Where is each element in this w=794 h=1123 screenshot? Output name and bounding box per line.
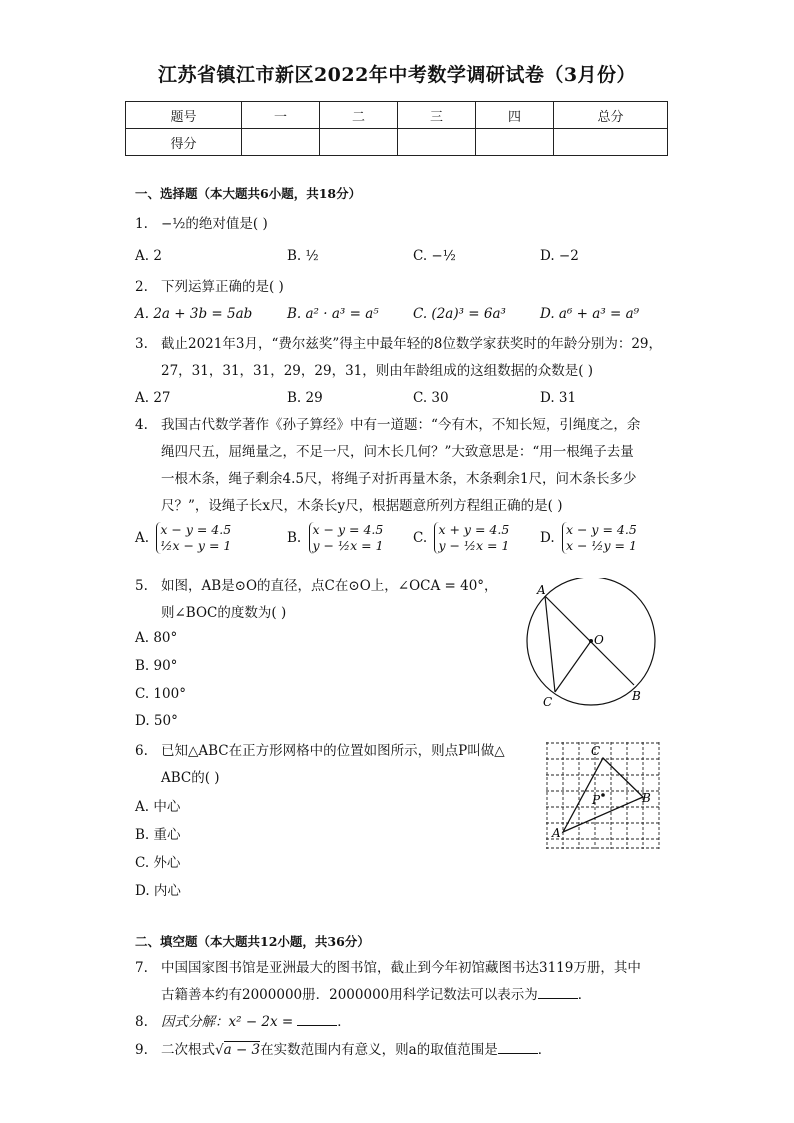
label-c: C — [543, 695, 553, 709]
question-number: 9. — [135, 1042, 148, 1058]
q5-option-d[interactable]: D. 50° — [135, 713, 178, 729]
question-number: 7. — [135, 960, 148, 976]
question-number: 3. — [135, 336, 148, 352]
point-p — [601, 793, 605, 797]
q6-option-a[interactable]: A. 中心 — [135, 799, 181, 815]
score-header-cell: 二 — [320, 102, 398, 129]
question-3 — [135, 331, 662, 358]
equation: y − ½x = 1 — [312, 538, 384, 553]
q5-option-a[interactable]: A. 80° — [135, 630, 178, 646]
circle-figure — [525, 578, 665, 710]
q2-option-a[interactable]: A. 2a + 3b = 5ab — [135, 306, 253, 322]
score-header-cell: 总分 — [554, 102, 668, 129]
answer-blank[interactable] — [538, 984, 578, 999]
equation-system — [434, 522, 509, 554]
equation-system — [562, 522, 637, 554]
question-text-line: 已知△ABC在正方形网格中的位置如图所示，则点P叫做△ — [161, 743, 505, 759]
center-point-o — [589, 639, 593, 643]
label-b: B — [642, 791, 651, 805]
question-text-line: 中国国家图书馆是亚洲最大的图书馆，截止到今年初馆藏图书达3119万册，其中 — [161, 960, 641, 976]
label-p: P — [592, 793, 601, 807]
question-number: 6. — [135, 743, 148, 759]
q1-option-b[interactable]: B. ½ — [287, 248, 319, 264]
q5-option-b[interactable]: B. 90° — [135, 658, 178, 674]
score-header-cell: 四 — [476, 102, 554, 129]
page-title: 江苏省镇江市新区2022年中考数学调研试卷（3月份） — [157, 64, 637, 86]
radicand: a − 3 — [223, 1042, 261, 1058]
grid-triangle-figure — [544, 740, 664, 852]
question-text: 二次根式 — [161, 1042, 215, 1058]
q1-option-c[interactable]: C. −½ — [413, 248, 456, 264]
equation-system — [309, 522, 384, 554]
score-table-header-row — [126, 102, 668, 129]
equation: x − y = 4.5 — [160, 522, 232, 537]
question-number: 5. — [135, 578, 148, 594]
q6-option-b[interactable]: B. 重心 — [135, 827, 181, 843]
question-text-line: 一根木条，绳子剩余4.5尺，将绳子对折再量木条，木条剩余1尺，问木条长多少 — [161, 471, 637, 487]
score-header-cell: 题号 — [126, 102, 242, 129]
q6-option-c[interactable]: C. 外心 — [135, 855, 181, 871]
q5-option-c[interactable]: C. 100° — [135, 686, 186, 702]
score-header-cell: 一 — [242, 102, 320, 129]
label-b: B — [632, 689, 641, 703]
q3-option-c[interactable]: C. 30 — [413, 390, 449, 406]
label-a: A — [552, 826, 561, 840]
question-9 — [135, 1037, 551, 1064]
equation: ½x − y = 1 — [160, 538, 232, 553]
q3-option-b[interactable]: B. 29 — [287, 390, 323, 406]
question-1 — [135, 211, 268, 238]
q4-option-c[interactable] — [413, 522, 509, 554]
question-2 — [135, 274, 284, 301]
question-8 — [135, 1009, 351, 1036]
q3-option-a[interactable]: A. 27 — [135, 390, 171, 406]
question-tail: ． — [337, 1014, 351, 1030]
option-label: C. — [413, 530, 428, 546]
question-text: 因式分解：x² − 2x = — [161, 1014, 294, 1030]
section-heading-choice: 一、选择题（本大题共6小题，共18分） — [135, 186, 362, 201]
question-7 — [135, 955, 641, 982]
label-o: O — [594, 633, 604, 647]
question-4 — [135, 412, 640, 439]
q1-option-d[interactable]: D. −2 — [540, 248, 579, 264]
score-cell[interactable] — [242, 129, 320, 156]
answer-blank[interactable] — [498, 1039, 538, 1054]
question-text-line: 27，31，31，31，29，29，31，则由年龄组成的这组数据的众数是( ) — [161, 363, 594, 379]
option-label: A. — [135, 530, 150, 546]
section-heading-fill: 二、填空题（本大题共12小题，共36分） — [135, 934, 370, 949]
q3-option-d[interactable]: D. 31 — [540, 390, 577, 406]
question-text: −½的绝对值是( ) — [161, 216, 268, 232]
radical-sign-icon: √ — [215, 1042, 224, 1058]
question-text-line: 古籍善本约有2000000册．2000000用科学记数法可以表示为 — [161, 987, 538, 1003]
question-5 — [135, 573, 498, 600]
score-cell[interactable] — [476, 129, 554, 156]
option-label: D. — [540, 530, 555, 546]
chord-ac — [545, 596, 555, 692]
score-cell[interactable] — [398, 129, 476, 156]
question-number: 2. — [135, 279, 148, 295]
q1-option-a[interactable]: A. 2 — [135, 248, 162, 264]
equation: y − ½x = 1 — [438, 538, 510, 553]
radius-oc — [555, 641, 591, 692]
question-text: 在实数范围内有意义，则a的取值范围是 — [260, 1042, 498, 1058]
equation: x − y = 4.5 — [565, 522, 637, 537]
q6-option-d[interactable]: D. 内心 — [135, 883, 181, 899]
question-text-line: 我国古代数学著作《孙子算经》中有一道题：“今有木，不知长短，引绳度之，余 — [161, 417, 641, 433]
q2-option-d[interactable]: D. a⁶ + a³ = a⁹ — [540, 306, 640, 322]
answer-blank[interactable] — [297, 1011, 337, 1026]
score-table-score-row — [126, 129, 668, 156]
score-cell[interactable] — [554, 129, 668, 156]
score-header-cell: 三 — [398, 102, 476, 129]
score-cell[interactable] — [320, 129, 398, 156]
question-text-line: 绳四尺五，屈绳量之，不足一尺，问木长几何？”大致意思是：“用一根绳子去量 — [161, 444, 634, 460]
question-text: 下列运算正确的是( ) — [161, 279, 284, 295]
question-text-line: 截止2021年3月，“费尔兹奖”得主中最年轻的8位数学家获奖时的年龄分别为：29， — [161, 336, 663, 352]
label-c: C — [591, 744, 601, 758]
question-text-line: 尺？”，设绳子长x尺，木条长y尺，根据题意所列方程组正确的是( ) — [161, 498, 563, 514]
equation-system — [156, 522, 231, 554]
q2-option-b[interactable]: B. a² · a³ = a⁵ — [287, 306, 379, 322]
question-text-line: 则∠BOC的度数为( ) — [161, 605, 287, 621]
question-tail: ． — [537, 1042, 552, 1058]
question-text-line: ABC的( ) — [161, 770, 220, 786]
equation: x + y = 4.5 — [438, 522, 510, 537]
equation: x − y = 4.5 — [312, 522, 384, 537]
question-number: 4. — [135, 417, 148, 433]
question-tail: ． — [577, 987, 592, 1003]
question-6 — [135, 738, 505, 765]
question-text-line: 如图，AB是⊙O的直径，点C在⊙O上，∠OCA = 40°， — [161, 578, 498, 594]
q4-option-a[interactable] — [135, 522, 231, 554]
label-a: A — [537, 583, 546, 597]
q4-option-d[interactable] — [540, 522, 637, 554]
question-number: 8. — [135, 1014, 148, 1030]
score-row-label: 得分 — [126, 129, 242, 156]
q2-option-c[interactable]: C. (2a)³ = 6a³ — [413, 306, 506, 322]
equation: x − ½y = 1 — [565, 538, 637, 553]
question-7-line-2 — [161, 982, 591, 1009]
option-label: B. — [287, 530, 302, 546]
score-table — [125, 101, 668, 156]
q4-option-b[interactable] — [287, 522, 384, 554]
question-number: 1. — [135, 216, 148, 232]
